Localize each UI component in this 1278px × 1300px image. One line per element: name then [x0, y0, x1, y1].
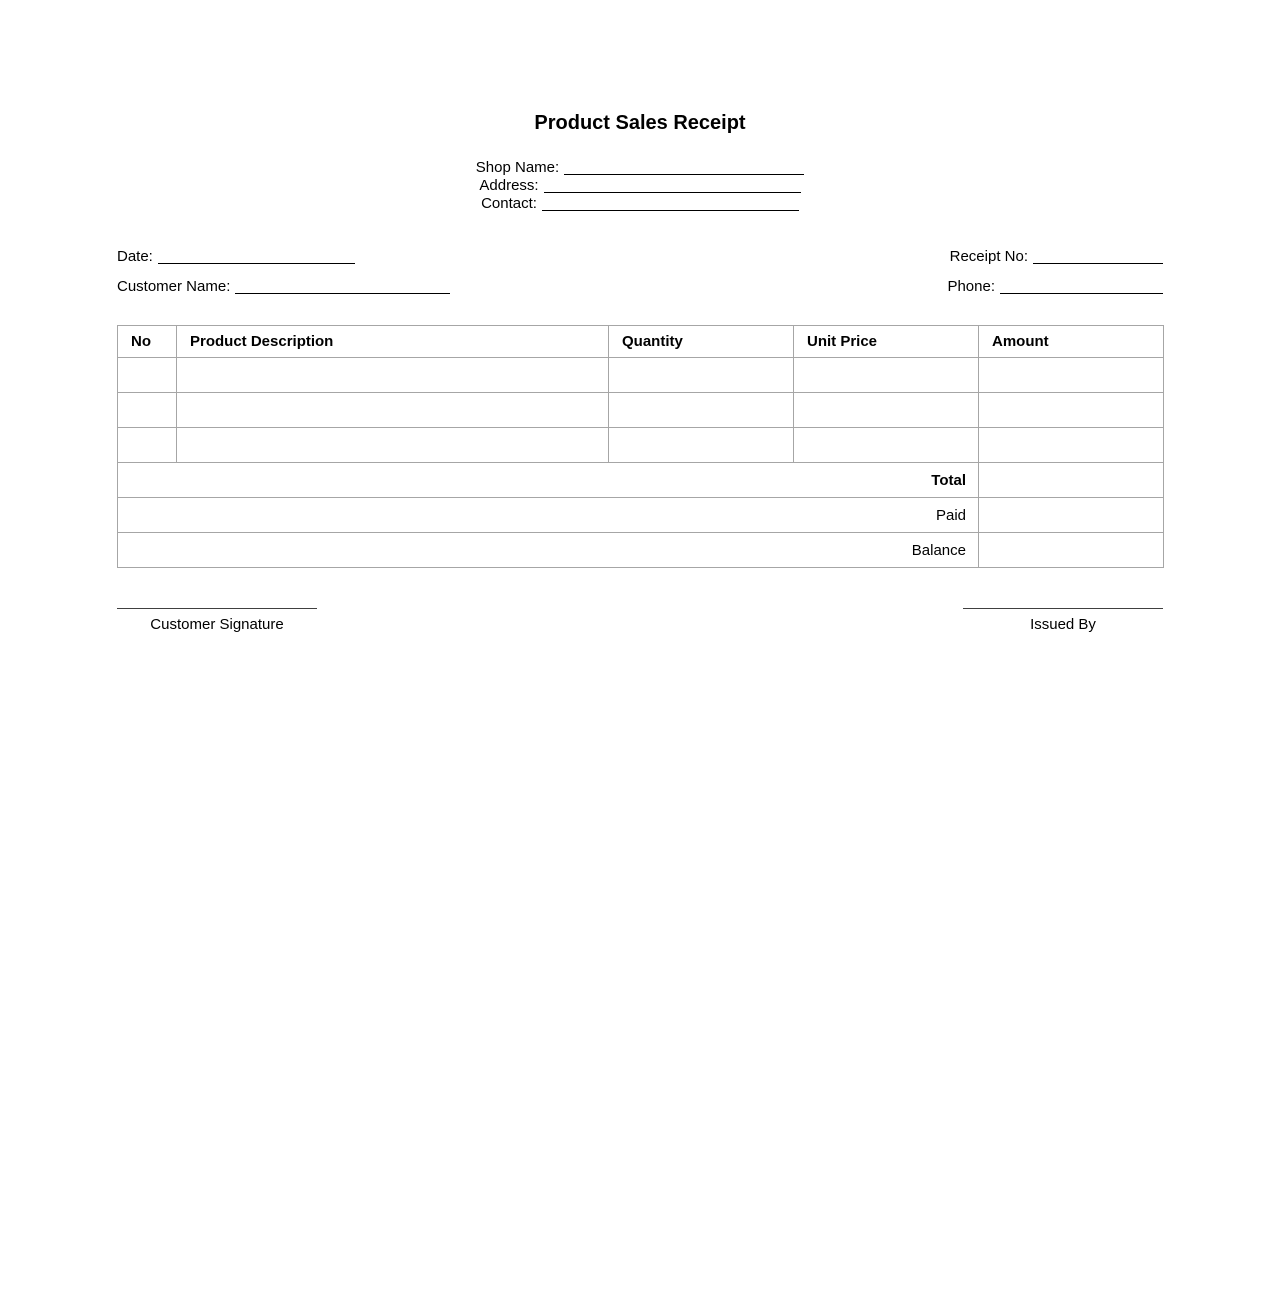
cell-quantity: [609, 393, 794, 428]
header-cell-unit-price: Unit Price: [794, 326, 979, 358]
meta-block: [117, 248, 1163, 296]
phone-fill-line: [1000, 284, 1163, 294]
issued-by-block: [963, 608, 1163, 633]
customer-name-label: Customer Name:: [117, 278, 231, 295]
shop-name-row: [117, 159, 1163, 177]
receipt-no-label: Receipt No:: [949, 248, 1028, 265]
contact-fill-line: [542, 201, 799, 211]
cell-amount: [979, 428, 1164, 463]
cell-amount: [979, 393, 1164, 428]
receipt-page: [0, 0, 1278, 633]
signature-section: [117, 608, 1163, 633]
cell-no: [118, 428, 177, 463]
shop-info-block: [117, 159, 1163, 213]
address-label: Address:: [479, 177, 539, 194]
summary-row-paid: [118, 498, 1164, 533]
customer-signature-label: Customer Signature: [150, 616, 284, 633]
customer-signature-block: [117, 608, 317, 633]
contact-row: [117, 195, 1163, 213]
contact-label: Contact:: [481, 195, 537, 212]
summary-row-balance: [118, 533, 1164, 568]
header-cell-amount: Amount: [979, 326, 1164, 358]
header-cell-quantity: Quantity: [609, 326, 794, 358]
phone-label: Phone:: [947, 278, 995, 295]
customer-name-fill-line: [235, 284, 450, 294]
table-row: [118, 393, 1164, 428]
cell-unit-price: [794, 393, 979, 428]
balance-value: [979, 533, 1164, 568]
cell-unit-price: [794, 428, 979, 463]
cell-description: [177, 358, 609, 393]
header-cell-no: No: [118, 326, 177, 358]
meta-row-1: [117, 248, 1163, 266]
cell-no: [118, 393, 177, 428]
table-row: [118, 428, 1164, 463]
total-value: [979, 463, 1164, 498]
issued-by-label: Issued By: [1030, 616, 1096, 633]
date-field: [117, 248, 355, 266]
page-title: Product Sales Receipt: [534, 112, 746, 134]
total-label: Total: [118, 463, 979, 498]
phone-field: [947, 278, 1163, 296]
cell-quantity: [609, 358, 794, 393]
receipt-no-field: [950, 248, 1163, 266]
paid-label: Paid: [118, 498, 979, 533]
cell-unit-price: [794, 358, 979, 393]
cell-description: [177, 428, 609, 463]
balance-label: Balance: [118, 533, 979, 568]
summary-row-total: [118, 463, 1164, 498]
date-fill-line: [158, 254, 355, 264]
cell-amount: [979, 358, 1164, 393]
table-row: [118, 358, 1164, 393]
shop-name-fill-line: [564, 165, 804, 175]
address-fill-line: [544, 183, 801, 193]
cell-quantity: [609, 428, 794, 463]
header-cell-description: Product Description: [177, 326, 609, 358]
meta-row-2: [117, 278, 1163, 296]
cell-no: [118, 358, 177, 393]
date-label: Date:: [117, 248, 153, 265]
table-header-row: [118, 326, 1164, 358]
shop-name-label: Shop Name:: [475, 159, 560, 176]
customer-name-field: [117, 278, 450, 296]
cell-description: [177, 393, 609, 428]
paid-value: [979, 498, 1164, 533]
items-table: [117, 325, 1164, 568]
address-row: [117, 177, 1163, 195]
receipt-no-fill-line: [1033, 254, 1163, 264]
